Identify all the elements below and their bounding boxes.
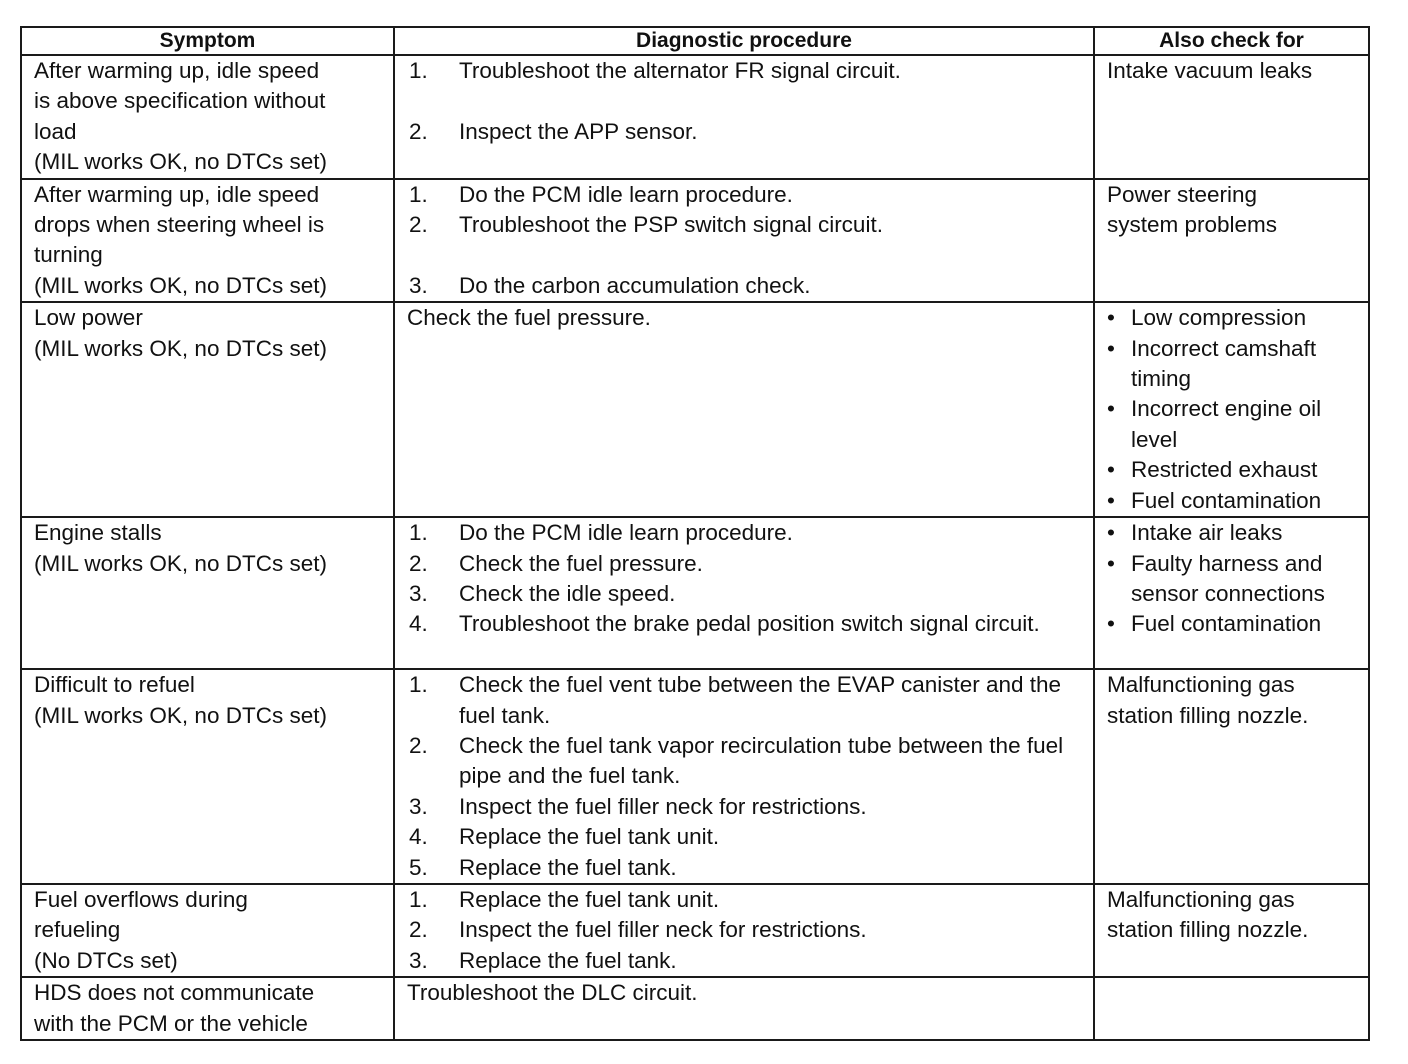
symptom-line: (MIL works OK, no DTCs set) xyxy=(34,702,327,728)
symptom-cell xyxy=(21,179,394,303)
step-number: 1. xyxy=(409,886,428,912)
bullet-text: Low compression xyxy=(1131,305,1307,331)
symptom-cell xyxy=(21,884,394,977)
also-check-line: Malfunctioning gas xyxy=(1107,886,1295,912)
bullet-text: Incorrect engine oil level xyxy=(1131,396,1322,452)
step-text: Check the fuel vent tube between the EVAP canister and the fuel tank. xyxy=(459,672,1062,728)
step-number: 3. xyxy=(409,793,428,819)
also-check-line: system problems xyxy=(1107,212,1278,238)
step-text: Inspect the fuel filler neck for restrictions. xyxy=(459,793,867,819)
bullet-item xyxy=(1107,455,1360,485)
bullet-text: Fuel contamination xyxy=(1131,611,1322,637)
step-number: 2. xyxy=(409,118,428,144)
bullet-item xyxy=(1107,303,1360,333)
symptom-line: load xyxy=(34,118,77,144)
step-text: Check the fuel pressure. xyxy=(459,550,703,576)
procedure-step xyxy=(407,549,1085,579)
step-text: Check the idle speed. xyxy=(459,580,676,606)
procedure-step xyxy=(407,609,1085,639)
step-text: Inspect the APP sensor. xyxy=(459,118,698,144)
symptom-cell xyxy=(21,669,394,884)
also-check-cell xyxy=(1094,884,1369,977)
step-number: 1. xyxy=(409,58,428,83)
step-number: 3. xyxy=(409,272,428,298)
symptom-line: with the PCM or the vehicle xyxy=(34,1010,308,1036)
symptom-line: is above specification without xyxy=(34,88,326,114)
step-number: 5. xyxy=(409,854,428,880)
also-check-cell xyxy=(1094,179,1369,303)
procedure-text: Check the fuel pressure. xyxy=(407,305,651,331)
procedure-step xyxy=(407,579,1085,609)
symptom-line: (MIL works OK, no DTCs set) xyxy=(34,550,327,576)
table-row xyxy=(21,302,1369,517)
procedure-step xyxy=(407,518,1085,548)
bullet-item xyxy=(1107,394,1360,455)
procedure-cell xyxy=(394,179,1094,303)
bullet-text: Fuel contamination xyxy=(1131,487,1322,513)
procedure-step xyxy=(407,822,1085,852)
bullet-icon: • xyxy=(1107,520,1115,546)
also-check-cell xyxy=(1094,669,1369,884)
procedure-step xyxy=(407,915,1085,945)
bullet-icon: • xyxy=(1107,305,1115,331)
procedure-step xyxy=(407,731,1085,792)
procedure-cell xyxy=(394,302,1094,517)
table-row xyxy=(21,884,1369,977)
bullet-text: Restricted exhaust xyxy=(1131,457,1318,483)
symptom-line: (MIL works OK, no DTCs set) xyxy=(34,272,327,298)
also-check-line: Intake vacuum leaks xyxy=(1107,58,1313,83)
procedure-step xyxy=(407,853,1085,883)
symptom-line: drops when steering wheel is xyxy=(34,212,325,238)
step-number: 1. xyxy=(409,672,428,698)
procedure-step xyxy=(407,180,1085,210)
symptom-cell xyxy=(21,517,394,669)
procedure-cell xyxy=(394,517,1094,669)
bullet-item xyxy=(1107,518,1360,548)
bullet-icon: • xyxy=(1107,396,1115,422)
step-number: 1. xyxy=(409,520,428,546)
step-text: Do the PCM idle learn procedure. xyxy=(459,520,793,546)
symptom-line: After warming up, idle speed xyxy=(34,181,320,207)
symptom-line: Difficult to refuel xyxy=(34,672,195,698)
also-check-line: station filling nozzle. xyxy=(1107,702,1309,728)
table-row xyxy=(21,977,1369,1040)
table-row xyxy=(21,669,1369,884)
symptom-line: (No DTCs set) xyxy=(34,947,178,973)
procedure-cell xyxy=(394,884,1094,977)
procedure-step xyxy=(407,117,1085,147)
bullet-item xyxy=(1107,334,1360,395)
symptom-cell xyxy=(21,55,394,179)
bullet-item xyxy=(1107,486,1360,516)
bullet-icon: • xyxy=(1107,611,1115,637)
diagnostic-table xyxy=(20,26,1370,1041)
symptom-line: Fuel overflows during xyxy=(34,886,248,912)
table-row xyxy=(21,55,1369,179)
symptom-line: Low power xyxy=(34,305,143,331)
step-number: 1. xyxy=(409,181,428,207)
step-text: Replace the fuel tank unit. xyxy=(459,886,720,912)
symptom-line: (MIL works OK, no DTCs set) xyxy=(34,149,327,175)
step-number: 4. xyxy=(409,824,428,850)
step-number: 4. xyxy=(409,611,428,637)
procedure-step xyxy=(407,946,1085,976)
procedure-step xyxy=(407,271,1085,301)
procedure-step xyxy=(407,210,1085,240)
step-text: Troubleshoot the alternator FR signal circuit. xyxy=(459,58,901,83)
bullet-item xyxy=(1107,609,1360,639)
header-also-check: Also check for xyxy=(1094,27,1369,55)
step-text: Do the carbon accumulation check. xyxy=(459,272,811,298)
bullet-icon: • xyxy=(1107,457,1115,483)
step-text: Troubleshoot the brake pedal position switch signal circuit. xyxy=(459,611,1040,637)
procedure-cell xyxy=(394,977,1094,1040)
also-check-line: station filling nozzle. xyxy=(1107,917,1309,943)
also-check-line: Malfunctioning gas xyxy=(1107,672,1295,698)
step-text: Replace the fuel tank unit. xyxy=(459,824,720,850)
step-text: Troubleshoot the PSP switch signal circuit. xyxy=(459,212,883,238)
header-procedure: Diagnostic procedure xyxy=(394,27,1094,55)
bullet-icon: • xyxy=(1107,335,1115,361)
step-number: 3. xyxy=(409,947,428,973)
bullet-item xyxy=(1107,549,1360,610)
symptom-line: HDS does not communicate xyxy=(34,980,315,1006)
step-text: Replace the fuel tank. xyxy=(459,947,677,973)
procedure-step xyxy=(407,56,1085,86)
procedure-step xyxy=(407,885,1085,915)
procedure-text: Troubleshoot the DLC circuit. xyxy=(407,980,698,1006)
procedure-step xyxy=(407,670,1085,731)
step-number: 2. xyxy=(409,550,428,576)
symptom-cell xyxy=(21,977,394,1040)
step-text: Replace the fuel tank. xyxy=(459,854,677,880)
procedure-step xyxy=(407,792,1085,822)
symptom-line: (MIL works OK, no DTCs set) xyxy=(34,335,327,361)
also-check-cell xyxy=(1094,302,1369,517)
table-row xyxy=(21,179,1369,303)
step-number: 3. xyxy=(409,580,428,606)
symptom-cell xyxy=(21,302,394,517)
symptom-line: turning xyxy=(34,242,103,268)
also-check-cell xyxy=(1094,977,1369,1040)
also-check-cell xyxy=(1094,55,1369,179)
also-check-line: Power steering xyxy=(1107,181,1258,207)
symptom-line: Engine stalls xyxy=(34,520,162,546)
table-row xyxy=(21,517,1369,669)
step-text: Inspect the fuel filler neck for restrictions. xyxy=(459,917,867,943)
bullet-text: Incorrect camshaft timing xyxy=(1131,335,1317,392)
also-check-cell xyxy=(1094,517,1369,669)
symptom-line: After warming up, idle speed xyxy=(34,58,320,83)
header-symptom: Symptom xyxy=(21,27,394,55)
bullet-text: Intake air leaks xyxy=(1131,520,1283,546)
bullet-icon: • xyxy=(1107,550,1115,576)
bullet-text: Faulty harness and sensor connections xyxy=(1131,550,1325,606)
step-text: Do the PCM idle learn procedure. xyxy=(459,181,793,207)
procedure-cell xyxy=(394,669,1094,884)
symptom-line: refueling xyxy=(34,917,121,943)
step-text: Check the fuel tank vapor recirculation tube between the fuel pipe and the fuel tank. xyxy=(459,732,1064,789)
header-row xyxy=(21,27,1369,55)
step-number: 2. xyxy=(409,212,428,238)
step-number: 2. xyxy=(409,917,428,943)
step-number: 2. xyxy=(409,732,428,758)
bullet-icon: • xyxy=(1107,487,1115,513)
procedure-cell xyxy=(394,55,1094,179)
